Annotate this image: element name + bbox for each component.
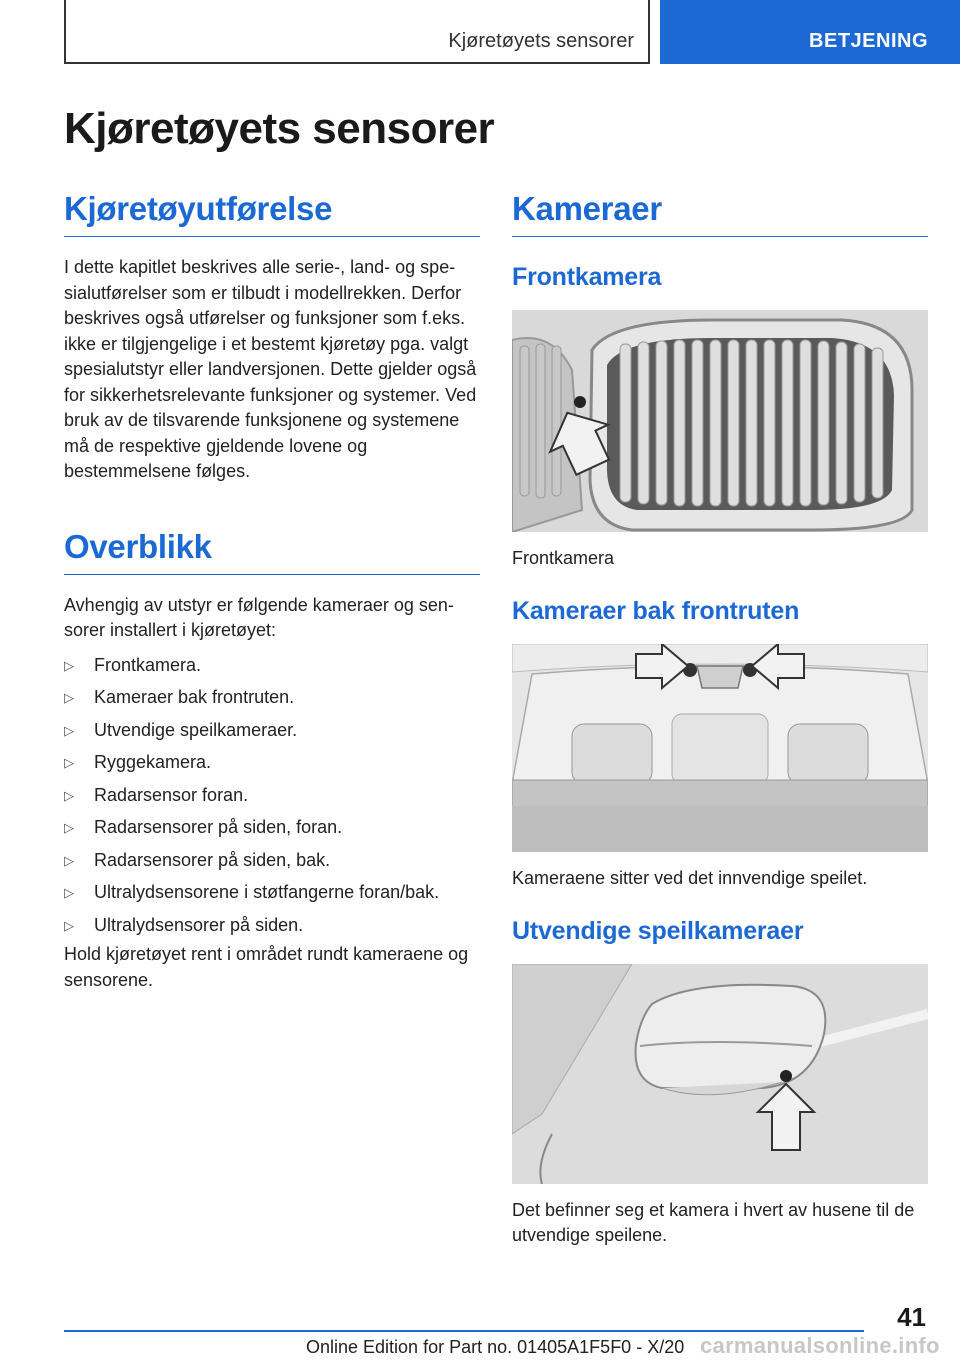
list-item-text: Kameraer bak frontruten. xyxy=(94,687,295,707)
page-title: Kjøretøyets sensorer xyxy=(64,104,495,153)
list-item-text: Ultralydsensorene i støtfangerne foran/bak. xyxy=(94,882,440,902)
paragraph-overblikk-intro: Avhengig av utstyr er følgende kameraer og sensorer installert i kjøretøyet: xyxy=(64,594,454,640)
list-item xyxy=(64,815,480,839)
list-item xyxy=(64,880,480,904)
frontkamera-image xyxy=(512,310,928,532)
triangle-bullet-icon: ▷ xyxy=(64,690,74,705)
list-item xyxy=(64,718,480,742)
caption-frontkamera: Frontkamera xyxy=(512,548,615,568)
heading-kameraer: Kameraer xyxy=(512,190,928,237)
list-item xyxy=(64,750,480,774)
kameraer-bak-frontruten-image xyxy=(512,644,928,852)
sensor-list xyxy=(64,653,480,937)
list-item-text: Ultralydsensorer på siden. xyxy=(94,914,304,935)
list-item-text: Utvendige speilkameraer. xyxy=(94,719,298,740)
page-number: 41 xyxy=(897,1302,926,1332)
list-item xyxy=(64,653,480,677)
footer-divider xyxy=(64,1330,864,1332)
list-item-text: Ryggekamera. xyxy=(94,752,212,772)
heading-kameraer-bak-frontruten: Kameraer bak frontruten xyxy=(512,597,800,625)
caption-utvendige-speilkameraer: Det befinner seg et kamera i hvert av husene til de utvendige speilene. xyxy=(512,1200,915,1245)
heading-kjoretoyutforelse: Kjøretøyutførelse xyxy=(64,190,480,237)
triangle-bullet-icon: ▷ xyxy=(64,787,74,803)
paragraph-overblikk-outro: Hold kjøretøyet rent i området rundt kameraene og sensorene. xyxy=(64,944,469,990)
heading-overblikk: Overblikk xyxy=(64,528,480,575)
list-item xyxy=(64,685,480,709)
paragraph-kjoretoyutforelse: I dette kapitlet beskrives alle serie-, land- og spesialutførelser som er tilbudt i modellrekken. Derfor beskrives også utførelser og funksjoner som f.eks. ikke er tilgjengelige i et bestemt kjøretøy pga. valgt spesialutstyr eller landversjonen. Dette gjelder også for sikkerhetsrelevante funksjoner og systemer. Ved bruk av de tilsvarende funksjonene og systemene må de respektive gjeldende lovene og bestemmelsene følges. xyxy=(64,257,477,481)
triangle-bullet-icon: ▷ xyxy=(64,820,74,835)
header-chapter-label: BETJENING xyxy=(809,30,928,52)
header-section-box xyxy=(64,0,650,64)
triangle-bullet-icon: ▷ xyxy=(64,885,74,900)
triangle-bullet-icon: ▷ xyxy=(64,722,74,738)
triangle-bullet-icon: ▷ xyxy=(64,657,74,673)
list-item-text: Radarsensor foran. xyxy=(94,784,249,805)
list-item-text: Frontkamera. xyxy=(94,654,202,675)
triangle-bullet-icon: ▷ xyxy=(64,852,74,868)
right-column xyxy=(512,190,928,1248)
header-chapter-tab[interactable] xyxy=(660,0,960,64)
footer-edition-text: Online Edition for Part no. 01405A1F5F0 - X/20 xyxy=(306,1337,685,1357)
heading-frontkamera: Frontkamera xyxy=(512,263,662,291)
heading-utvendige-speilkameraer: Utvendige speilkameraer xyxy=(512,917,804,945)
list-item xyxy=(64,848,480,872)
list-item xyxy=(64,913,480,937)
list-item-text: Radarsensorer på siden, bak. xyxy=(94,849,331,870)
utvendige-speilkameraer-image xyxy=(512,964,928,1184)
triangle-bullet-icon: ▷ xyxy=(64,755,74,770)
header-section-title: Kjøretøyets sensorer xyxy=(448,30,634,52)
list-item xyxy=(64,783,480,807)
left-column xyxy=(64,190,480,993)
watermark-text: carmanualsonline.info xyxy=(700,1333,940,1358)
caption-kameraer-bak-frontruten: Kameraene sitter ved det innvendige speilet. xyxy=(512,868,868,888)
list-item-text: Radarsensorer på siden, foran. xyxy=(94,817,343,837)
triangle-bullet-icon: ▷ xyxy=(64,917,74,933)
